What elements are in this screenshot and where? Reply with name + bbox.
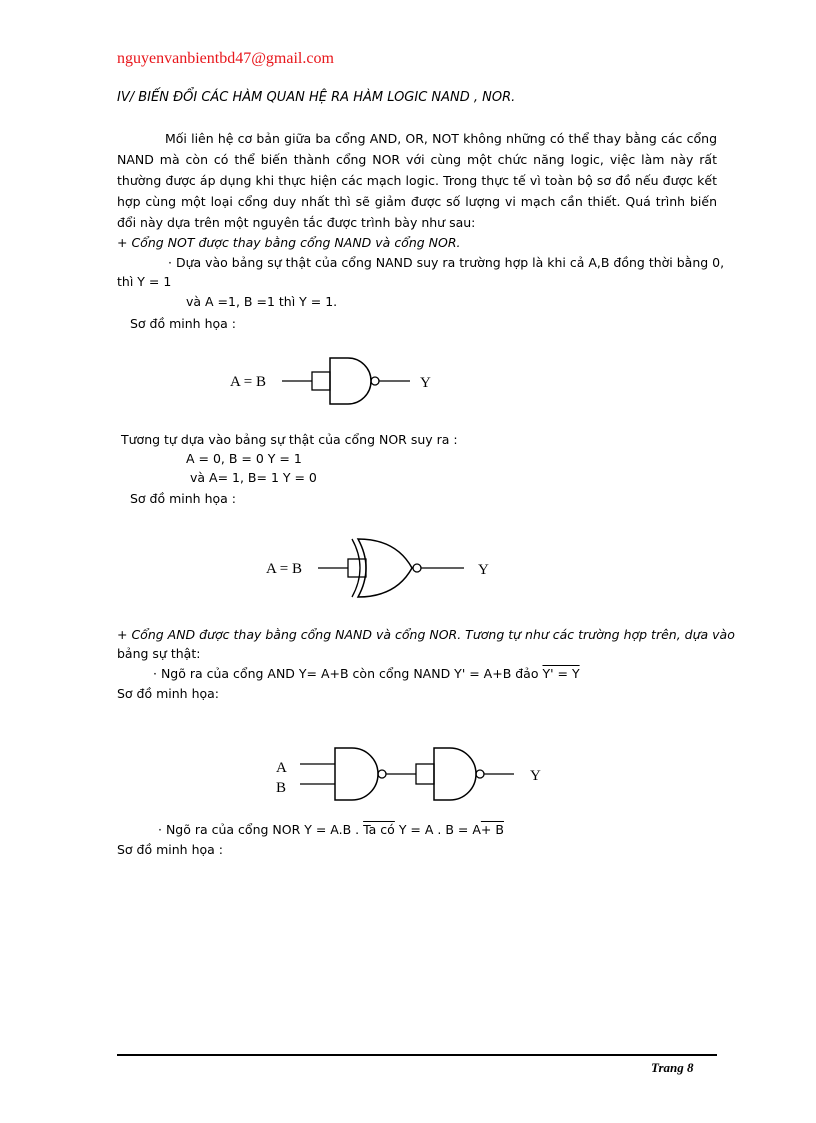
- nor-gate-back-curve: [352, 539, 360, 597]
- and-bullet: [153, 664, 580, 684]
- input-tie-box: [348, 559, 366, 577]
- nor-bullet-mid: Y = A . B = A: [394, 822, 481, 837]
- input-tie-box: [312, 372, 330, 390]
- footer-rule: [117, 1054, 717, 1056]
- author-email: nguyenvanbientbd47@gmail.com: [117, 50, 334, 67]
- not-section-title: + Cổng NOT được thay bằng cổng NAND và cổng NOR.: [117, 235, 461, 250]
- and-section-title: + Cổng AND được thay bằng cổng NAND và cổng NOR. Tương tự như các trường hợp trên, dựa vào: [117, 627, 735, 642]
- section-heading: IV/ BIẾN ĐỔI CÁC HÀM QUAN HỆ RA HÀM LOGIC NAND , NOR.: [117, 90, 516, 105]
- not-bullet: · Dựa vào bảng sự thật của cổng NAND suy ra trường hợp là khi cả A,B đồng thời bằng 0,: [168, 255, 725, 270]
- nand-gate-body: [330, 358, 371, 404]
- nand-not-diagram: [230, 350, 450, 410]
- inversion-bubble: [371, 377, 379, 385]
- inversion-bubble-1: [378, 770, 386, 778]
- nor-bullet: [158, 820, 504, 840]
- diagram-label-1: Sơ đồ minh họa :: [130, 316, 236, 331]
- input-tie-box: [416, 764, 434, 784]
- page-number: Trang 8: [651, 1060, 694, 1075]
- nor-line1: A = 0, B = 0 Y = 1: [186, 451, 302, 466]
- intro-paragraph: Mối liên hệ cơ bản giữa ba cổng AND, OR, NOT không những có thể thay bằng các cổng NAND mà còn có thể biến thành cổng NOR với cùng một chức năng logic, việc làm này rất thường được áp dụng khi thực hiện các mạch logic. Trong thực tế vì toàn bộ sơ đồ nếu được kết hợp cùng một loại cổng duy nhất thì sẽ giảm được số lượng vi mạch cần thiết. Quá trình biến đổi này dựa trên một nguyên tắc được trình bày như sau:: [117, 131, 717, 230]
- input-a-label: A: [276, 760, 287, 776]
- nand-gate-1: [335, 748, 378, 800]
- and-bullet-text: · Ngõ ra của cổng AND Y= A+B còn cổng NAND Y' = A+B đảo: [153, 666, 543, 681]
- nor-input-label: A = B: [266, 561, 302, 577]
- output-y-label: Y: [530, 768, 541, 784]
- nor-intro: Tương tự dựa vào bảng sự thật của cổng NOR suy ra :: [121, 432, 458, 447]
- input-b-label: B: [276, 780, 287, 796]
- nor-output-label: Y: [478, 562, 489, 578]
- inversion-bubble-2: [476, 770, 484, 778]
- not-bullet-cont: thì Y = 1: [117, 274, 172, 289]
- nor-line2: và A= 1, B= 1 Y = 0: [190, 470, 317, 485]
- nand-gate-2: [434, 748, 476, 800]
- diagram-label-2: Sơ đồ minh họa :: [130, 491, 236, 506]
- nand-input-label: A = B: [230, 374, 266, 390]
- nand-output-label: Y: [420, 375, 431, 391]
- nor-bullet-text: · Ngõ ra của cổng NOR Y = A.B .: [158, 822, 364, 837]
- inversion-bubble: [413, 564, 421, 572]
- nor-bullet-overline-2: + B: [480, 822, 504, 837]
- diagram-label-3: Sơ đồ minh họa:: [117, 686, 220, 701]
- and-bullet-overline: Y' = Y: [542, 666, 580, 681]
- nor-bullet-overline-1: Ta có: [363, 822, 395, 837]
- and-section-title-cont: bảng sự thật:: [117, 646, 201, 661]
- and-from-nand-diagram: [270, 744, 550, 804]
- diagram-label-4: Sơ đồ minh họa :: [117, 842, 223, 857]
- nor-gate-body: [358, 539, 412, 597]
- nor-not-diagram: [266, 535, 506, 605]
- not-line2: và A =1, B =1 thì Y = 1.: [186, 294, 338, 309]
